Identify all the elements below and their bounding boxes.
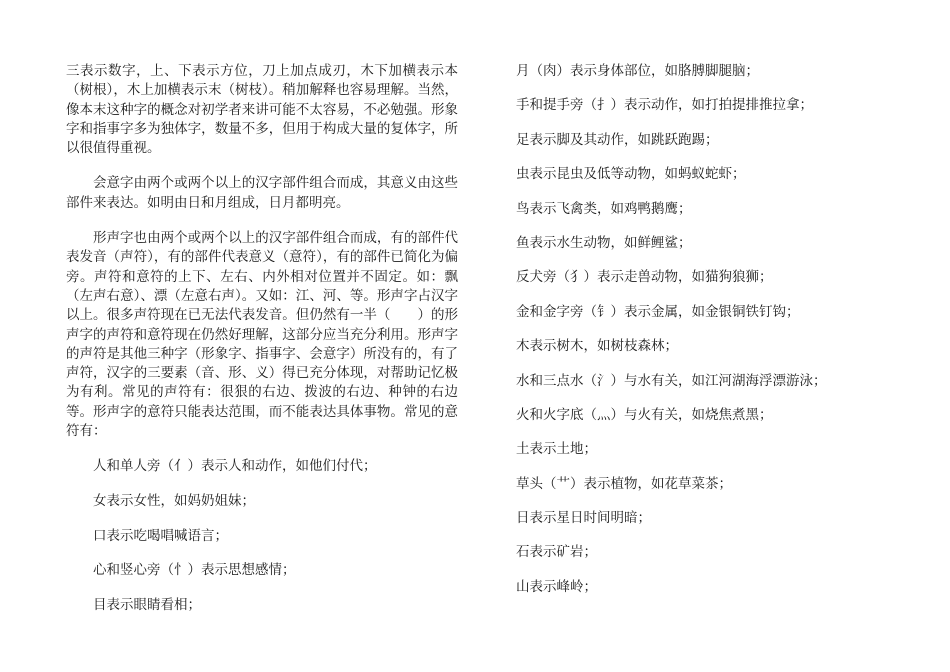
left-column: [66, 62, 485, 630]
list-item: 口表示吃喝唱喊语言；: [93, 527, 228, 544]
list-item: 日表示星日时间明暗；: [516, 510, 651, 527]
list-item: 目表示眼睛看相；: [93, 596, 201, 613]
right-column: [516, 62, 846, 612]
list-item: 水和三点水（氵）与水有关，如江河湖海浮漂游泳；: [516, 372, 827, 389]
list-item: 反犬旁（犭）表示走兽动物，如猫狗狼狮；: [516, 269, 773, 286]
list-item: 鸟表示飞禽类，如鸡鸭鹅鹰；: [516, 200, 692, 217]
list-item: 人和单人旁（亻）表示人和动作，如他们付代；: [93, 458, 377, 475]
list-item: 月（肉）表示身体部位，如胳膊脚腿脑；: [516, 63, 759, 79]
list-item: 女表示女性，如妈奶姐妹；: [93, 492, 255, 509]
list-item: 心和竖心旁（忄）表示思想感情；: [93, 562, 296, 579]
list-item: 木表示树木，如树枝森林；: [516, 338, 678, 355]
list-item: 草头（艹）表示植物，如花草菜茶；: [516, 475, 732, 492]
list-item: 火和火字底（灬）与火有关，如烧焦煮黑；: [516, 406, 773, 423]
radical-list-right: [516, 62, 846, 612]
list-item: 土表示土地；: [516, 441, 597, 458]
list-item: 金和金字旁（钅）表示金属，如金银铜铁钉钩；: [516, 303, 800, 320]
radical-list-left: [66, 457, 458, 630]
list-item: 石表示矿岩；: [516, 544, 597, 561]
list-item: 鱼表示水生动物，如鲜鲤鲨；: [516, 234, 692, 251]
paragraph-compound-ideograph: 会意字由两个或两个以上的汉字部件组合而成，其意义由这些部件来表达。如明由日和月组成，日月都明亮。: [66, 175, 458, 211]
list-item: 山表示峰岭；: [516, 578, 597, 595]
list-item: 手和提手旁（扌）表示动作，如打拍提排推拉拿；: [516, 97, 813, 114]
paragraph-phono-semantic: 形声字也由两个或两个以上的汉字部件组合而成，有的部件代表发音（声符），有的部件代表意义（意符），有的部件已简化为偏旁。声符和意符的上下、左右、内外相对位置并不固定。如：飘（左声右意）、漂（左意右声）。又如：江、河、等。形声字占汉字 以上。很多声符现在已无法代表发音。但仍然有一半（ ）的形声字的声符和意符现在仍然好理解，这部分应当充分利用。形声字的声符是其他三种字（形象字、指事字、会意字）所没有的，有了声符，汉字的三要素（音、形、义）得已充分体现，对帮助记忆极为有利。常见的声符有：很狠的右边、拨波的右边、种钟的右边等。形声字的意符只能表达范围，而不能表达具体事物。常见的意符有：: [66, 230, 485, 440]
list-item: 足表示脚及其动作，如跳跃跑踢；: [516, 131, 719, 148]
list-item: 虫表示昆虫及低等动物，如蚂蚁蛇虾；: [516, 166, 746, 183]
paragraph-pictograph-indicative: 三表示数字，上、下表示方位，刀上加点成刃，木下加横表示本（树根），木上加横表示末（树枝）。稍加解释也容易理解。当然，像本末这种字的概念对初学者来讲可能不太容易，不必勉强。形象字和指事字多为独体字，数量不多，但用于构成大量的复体字，所以很值得重视。: [66, 63, 458, 157]
